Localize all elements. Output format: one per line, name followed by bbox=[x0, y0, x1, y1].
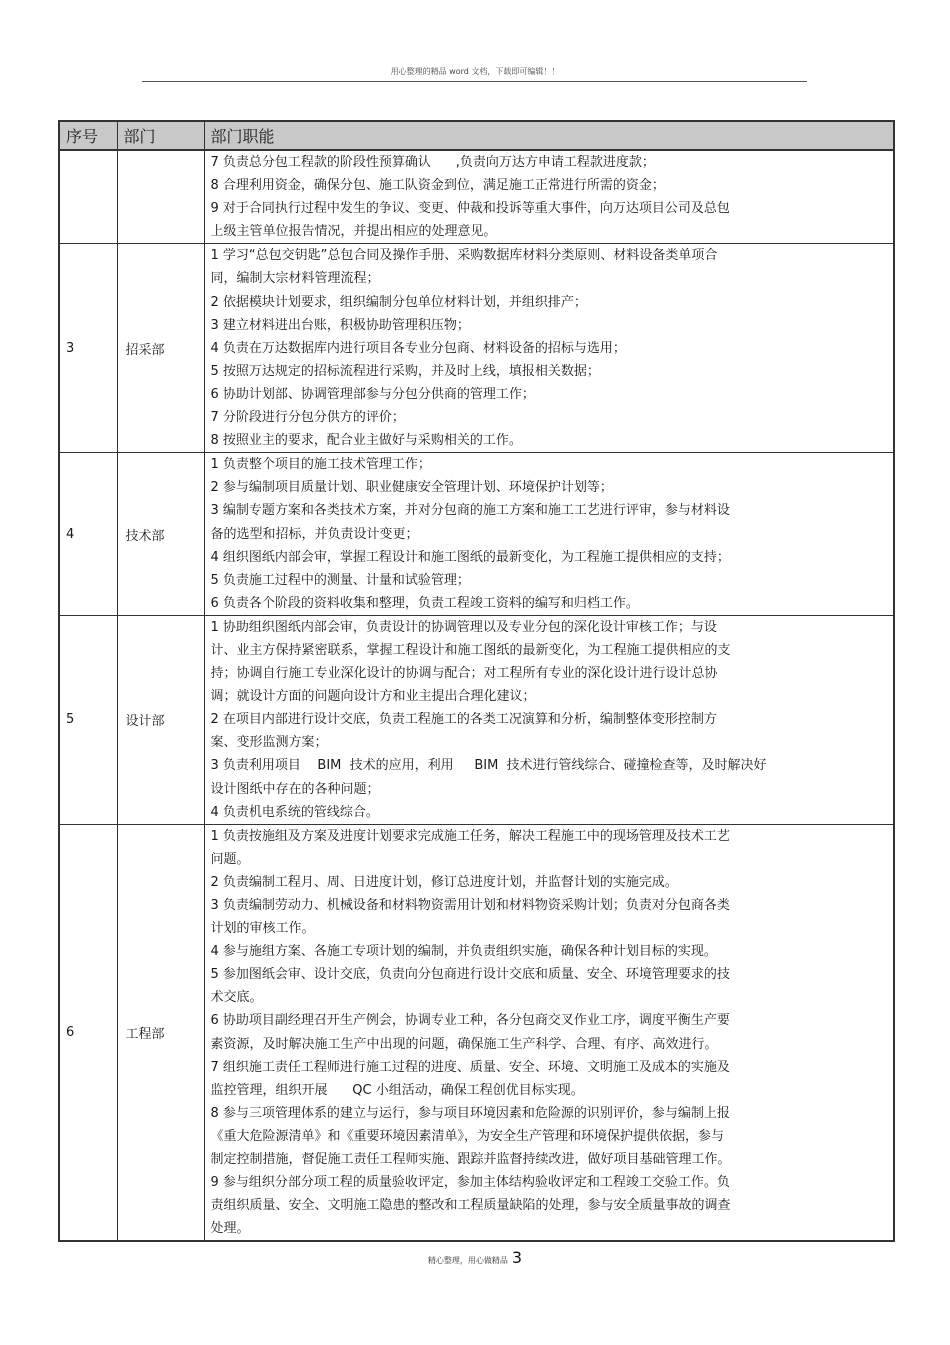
duty-line: 持；协调自行施工专业深化设计的协调与配合；对工程所有专业的深化设计进行设计总协 bbox=[210, 666, 718, 682]
duty-line: 上级主管单位报告情况，并提出相应的处理意见。 bbox=[210, 224, 497, 240]
duty-line: 6 负责各个阶段的资料收集和整理，负责工程竣工资料的编写和归档工作。 bbox=[210, 595, 639, 611]
department-cell: 技术部 bbox=[117, 453, 204, 616]
duty-line: 9 参与组织分部分项工程的质量验收评定，参加主体结构验收评定和工程竣工交验工作。负 bbox=[210, 1175, 730, 1191]
duty-line: 1 协助组织图纸内部会审，负责设计的协调管理以及专业分包的深化设计审核工作；与设 bbox=[210, 619, 717, 635]
duty-line: 调；就设计方面的问题向设计方和业主提出合理化建议； bbox=[210, 689, 536, 705]
row-index-cell: 6 bbox=[59, 824, 117, 1241]
duty-line: 2 在项目内部进行设计交底，负责工程施工的各类工况演算和分析，编制整体变形控制方 bbox=[210, 712, 717, 728]
column-header-department: 部门 bbox=[117, 121, 204, 150]
department-cell: 招采部 bbox=[117, 244, 204, 453]
duty-line: 4 负责机电系统的管线综合。 bbox=[210, 804, 379, 820]
duty-line: 责组织质量、安全、文明施工隐患的整改和工程质量缺陷的处理，参与安全质量事故的调查 bbox=[210, 1198, 731, 1214]
duty-line: 2 参与编制项目质量计划、职业健康安全管理计划、环境保护计划等； bbox=[210, 480, 613, 496]
row-index-cell: 5 bbox=[59, 615, 117, 824]
column-header-duties: 部门职能 bbox=[204, 121, 894, 150]
row-index-cell: 3 bbox=[59, 244, 117, 453]
duty-line: 4 负责在万达数据库内进行项目各专业分包商、材料设备的招标与选用； bbox=[210, 340, 626, 356]
duty-line: 1 学习“总包交钥匙”总包合同及操作手册、采购数据库材料分类原则、材料设备类单项合 bbox=[210, 248, 718, 264]
duty-line: 3 建立材料进出台账，积极协助管理积压物； bbox=[210, 317, 470, 333]
table-header bbox=[59, 121, 894, 150]
duty-line: 3 负责编制劳动力、机械设备和材料物资需用计划和材料物资采购计划；负责对分包商各类 bbox=[210, 898, 730, 913]
table-header-row bbox=[59, 121, 894, 150]
row-index-cell bbox=[59, 150, 117, 244]
table-row bbox=[59, 453, 894, 616]
duty-line: 3 负责利用项目 BIM 技术的应用，利用 BIM 技术进行管线综合、碰撞检查等，及时解决好 bbox=[210, 758, 767, 774]
duty-line: 5 按照万达规定的招标流程进行采购，并及时上线，填报相关数据； bbox=[210, 363, 600, 379]
duty-line: 案、变形监测方案； bbox=[210, 735, 328, 751]
page-number: 3 bbox=[511, 1248, 523, 1267]
page-footer bbox=[0, 1248, 950, 1267]
table-row bbox=[59, 244, 894, 453]
table-body bbox=[59, 150, 894, 1241]
department-cell bbox=[117, 150, 204, 244]
duty-line: 8 按照业主的要求，配合业主做好与采购相关的工作。 bbox=[210, 433, 522, 449]
header-rule bbox=[142, 81, 807, 82]
page-header-text: 用心整理的精品 word 文档，下载即可编辑！！ bbox=[390, 67, 560, 76]
duties-cell bbox=[204, 615, 894, 824]
duty-line: 7 分阶段进行分包分供方的评价； bbox=[210, 410, 405, 426]
duty-line: 1 负责按施组及方案及进度计划要求完成施工任务，解决工程施工中的现场管理及技术工艺 bbox=[210, 828, 730, 844]
duty-line: 6 协助项目副经理召开生产例会，协调专业工种，各分包商交叉作业工序，调度平衡生产要 bbox=[210, 1013, 730, 1029]
duty-line: 1 负责整个项目的施工技术管理工作； bbox=[210, 457, 431, 473]
duty-line: 《重大危险源清单》和《重要环境因素清单》，为安全生产管理和环境保护提供依据，参与 bbox=[210, 1128, 725, 1144]
duty-line: 处理。 bbox=[210, 1221, 250, 1237]
duty-line: 4 组织图纸内部会审，掌握工程设计和施工图纸的最新变化，为工程施工提供相应的支持； bbox=[210, 549, 730, 565]
duty-line: 制定控制措施，督促施工责任工程师实施、跟踪并监督持续改进，做好项目基础管理工作。 bbox=[210, 1152, 731, 1168]
footer-text: 精心整理，用心做精品 bbox=[427, 1256, 508, 1265]
duty-line: 素资源，及时解决施工生产中出现的问题，确保施工生产科学、合理、有序、高效进行。 bbox=[210, 1036, 718, 1052]
table-row bbox=[59, 615, 894, 824]
duty-line: 7 组织施工责任工程师进行施工过程的进度、质量、安全、环境、文明施工及成本的实施及 bbox=[210, 1059, 730, 1075]
duties-cell bbox=[204, 824, 894, 1241]
duty-line: 3 编制专题方案和各类技术方案，并对分包商的施工方案和施工工艺进行评审，参与材料设 bbox=[210, 503, 730, 519]
duty-line: 同，编制大宗材料管理流程； bbox=[210, 271, 380, 287]
duty-line: 术交底。 bbox=[210, 990, 263, 1006]
duty-line: 8 参与三项管理体系的建立与运行，参与项目环境因素和危险源的识别评价，参与编制上报 bbox=[210, 1105, 730, 1121]
row-index-cell: 4 bbox=[59, 453, 117, 616]
duty-line: 8 合理利用资金，确保分包、施工队资金到位，满足施工正常进行所需的资金； bbox=[210, 178, 665, 194]
duties-cell bbox=[204, 453, 894, 616]
duty-line: 5 负责施工过程中的测量、计量和试验管理； bbox=[210, 572, 470, 588]
duty-line: 7 负责总分包工程款的阶段性预算确认 ,负责向万达方申请工程款进度款； bbox=[210, 155, 655, 170]
table-row bbox=[59, 824, 894, 1241]
duty-line: 6 协助计划部、协调管理部参与分包分供商的管理工作； bbox=[210, 386, 535, 402]
department-cell: 工程部 bbox=[117, 824, 204, 1241]
duty-line: 2 依据模块计划要求，组织编制分包单位材料计划，并组织排产； bbox=[210, 294, 587, 310]
duties-cell bbox=[204, 150, 894, 244]
duty-line: 4 参与施组方案、各施工专项计划的编制，并负责组织实施，确保各种计划目标的实现。 bbox=[210, 944, 717, 960]
duty-line: 9 对于合同执行过程中发生的争议、变更、仲裁和投诉等重大事件，向万达项目公司及总包 bbox=[210, 201, 730, 217]
column-header-index: 序号 bbox=[59, 121, 117, 150]
duties-cell bbox=[204, 244, 894, 453]
duty-line: 计划的审核工作。 bbox=[210, 921, 315, 937]
department-duties-table bbox=[58, 120, 895, 1242]
duty-line: 问题。 bbox=[210, 851, 250, 867]
table-row bbox=[59, 150, 894, 244]
department-cell: 设计部 bbox=[117, 615, 204, 824]
duty-line: 2 负责编制工程月、周、日进度计划，修订总进度计划，并监督计划的实施完成。 bbox=[210, 874, 678, 890]
duty-line: 监控管理，组织开展 QC 小组活动，确保工程创优目标实现。 bbox=[210, 1082, 584, 1098]
duty-line: 5 参加图纸会审、设计交底，负责向分包商进行设计交底和质量、安全、环境管理要求的技 bbox=[210, 967, 730, 983]
duty-line: 计、业主方保持紧密联系，掌握工程设计和施工图纸的最新变化，为工程施工提供相应的支 bbox=[210, 642, 731, 658]
duty-line: 设计图纸中存在的各种问题； bbox=[210, 781, 380, 797]
duty-line: 备的选型和招标，并负责设计变更； bbox=[210, 526, 419, 542]
